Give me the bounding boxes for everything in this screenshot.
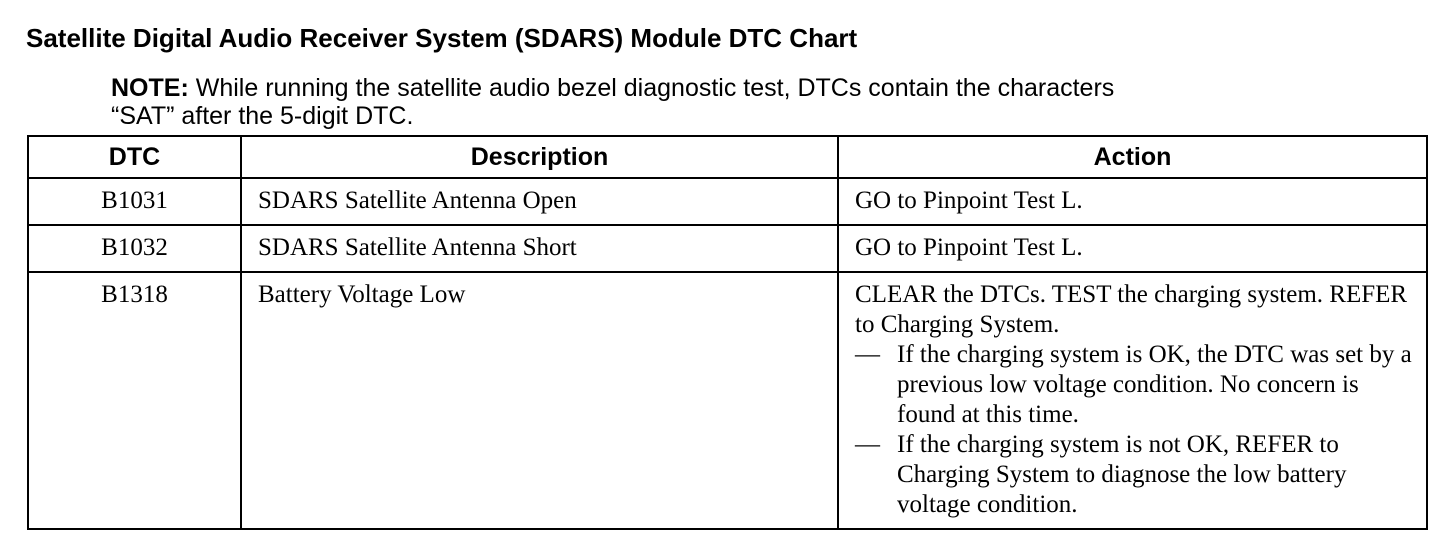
dtc-description: Battery Voltage Low <box>241 272 838 529</box>
note-text-2: “SAT” after the 5-digit DTC. <box>111 102 414 130</box>
note-text-1: While running the satellite audio bezel diagnostic test, DTCs contain the characters <box>195 74 1115 102</box>
header-action: Action <box>838 136 1427 178</box>
action-bullet <box>855 340 1412 430</box>
dash-glyph: — <box>855 431 880 458</box>
note-label: NOTE: <box>111 74 189 102</box>
bullet-text: If the charging system is OK, the DTC was set by a previous low voltage condition. No concern is found at this time. <box>897 341 1412 428</box>
dtc-action <box>838 272 1427 529</box>
table-row <box>28 272 1427 529</box>
action-text: CLEAR the DTCs. TEST the charging system. REFER to Charging System. <box>855 281 1408 338</box>
dtc-code: B1318 <box>28 272 241 529</box>
dtc-action: GO to Pinpoint Test L. <box>838 178 1427 225</box>
table-header-row <box>28 136 1427 178</box>
dtc-description: SDARS Satellite Antenna Short <box>241 225 838 272</box>
header-dtc: DTC <box>28 136 241 178</box>
bullet-text: If the charging system is not OK, REFER to Charging System to diagnose the low battery voltage condition. <box>897 431 1347 518</box>
dash-glyph: — <box>855 341 880 368</box>
note-block <box>111 74 1114 130</box>
dtc-table <box>27 135 1428 530</box>
page-title: Satellite Digital Audio Receiver System (SDARS) Module DTC Chart <box>26 23 858 53</box>
dtc-description: SDARS Satellite Antenna Open <box>241 178 838 225</box>
action-bullet <box>855 430 1412 520</box>
dtc-code: B1032 <box>28 225 241 272</box>
table-row <box>28 178 1427 225</box>
note-line-1 <box>111 74 1114 102</box>
table-row <box>28 225 1427 272</box>
header-description: Description <box>241 136 838 178</box>
dtc-action: GO to Pinpoint Test L. <box>838 225 1427 272</box>
dtc-code: B1031 <box>28 178 241 225</box>
